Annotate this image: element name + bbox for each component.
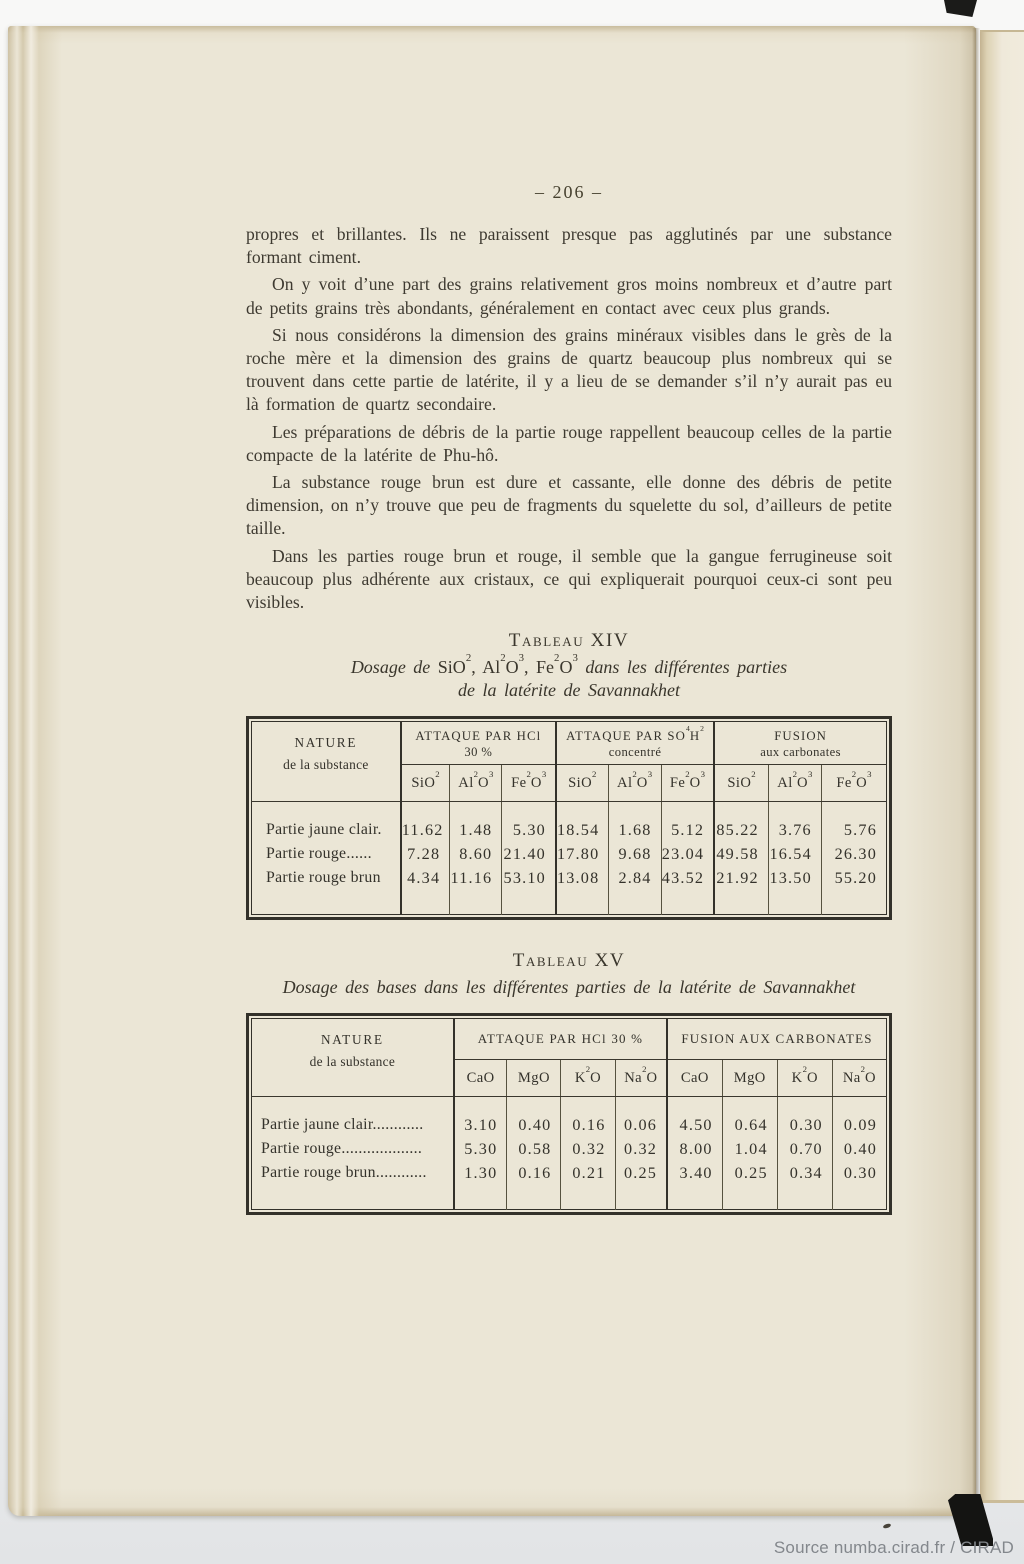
- table-row: Partie jaune clair............ 3.10 0.40 0.16 0.06 4.50 0.64 0.30 0.09: [252, 1097, 887, 1138]
- t15-col-k2o: $K^2O$: [777, 1060, 832, 1097]
- adjacent-page-edge: [980, 30, 1024, 1503]
- table-14-frame: [246, 716, 892, 920]
- t14-col-fe2o3: $Fe^2O^3$: [821, 765, 886, 802]
- t14-group-so4h2: ATTAQUE PAR $SO^4H^2$ concentré: [556, 722, 714, 765]
- t14-col-al2o3: $Al^2O^3$: [608, 765, 661, 802]
- body-paragraph: Dans les parties rouge brun et rouge, il semble que la gangue ferrugineuse soit beaucoup plus adhérente aux cristaux, ce qui expliquerait pourquoi ceux-ci sont peu visibles.: [246, 545, 892, 613]
- body-paragraph: Si nous considérons la dimension des grains minéraux visibles dans le grès de la roche mère et la dimension des grains de quartz beaucoup plus nombreux qui se trouvent dans cette partie de latérite, il y a lieu de se demander s’il n’y aurait pas eu là formation de quartz secondaire.: [246, 324, 892, 415]
- t15-group-fusion: FUSION AUX CARBONATES: [667, 1019, 886, 1060]
- subtitle-tail: dans les différentes parties: [577, 657, 788, 678]
- table-14: [251, 721, 887, 915]
- t14-nature-header: [252, 722, 401, 802]
- t14-col-sio2: SiO$^2$: [556, 765, 608, 802]
- t15-col-cao: CaO: [667, 1060, 722, 1097]
- t14-col-sio2: SiO$^2$: [401, 765, 450, 802]
- t15-col-na2o: Na$^2$O: [615, 1060, 667, 1097]
- table-row: Partie rouge brun............ 1.30 0.16 0.21 0.25 3.40 0.25 0.34 0.30: [252, 1161, 887, 1210]
- t14-col-al2o3: $Al^2O^3$: [450, 765, 502, 802]
- table-15-subtitle: Dosage des bases dans les différentes parties de la latérite de Savannakhet: [282, 977, 856, 998]
- t14-group-fusion: FUSION aux carbonates: [714, 722, 886, 765]
- table-15: [251, 1018, 887, 1210]
- t14-col-fe2o3: $Fe^2O^3$: [661, 765, 714, 802]
- nature-sublabel: de la substance: [309, 1054, 396, 1070]
- t15-group-hcl: ATTAQUE PAR HCl 30 %: [454, 1019, 667, 1060]
- t15-col-mgo: MgO: [507, 1060, 561, 1097]
- t14-group-hcl: ATTAQUE PAR HCl 30 %: [401, 722, 556, 765]
- source-caption: Source numba.cirad.fr / CIRAD: [773, 1538, 1014, 1557]
- book-gutter: [972, 28, 980, 1496]
- t15-col-na2o: Na$^2$O: [832, 1060, 886, 1097]
- book-page: [8, 26, 976, 1516]
- body-text: [246, 223, 892, 614]
- nature-label: NATURE: [320, 1032, 384, 1048]
- subtitle-lead: Dosage de: [350, 657, 438, 678]
- body-paragraph: propres et brillantes. Ils ne paraissent presque pas agglutinés par une substance formant ciment.: [246, 224, 892, 268]
- t15-col-k2o: $K^2O$: [561, 1060, 615, 1097]
- binding-mark-top: [944, 0, 977, 17]
- page-content: [246, 26, 892, 1215]
- table-row: Partie rouge...... 7.28 8.60 21.40 17.80 9.68 23.04 49.58 16.54 26.30: [252, 842, 887, 866]
- body-paragraph: On y voit d’une part des grains relativement gros moins nombreux et d’autre part de petits grains très abondants, généralement en contact avec ceux plus grands.: [246, 274, 892, 318]
- table-row: Partie rouge................... 5.30 0.58 0.32 0.32 8.00 1.04 0.70 0.40: [252, 1137, 887, 1161]
- nature-label: NATURE: [294, 735, 358, 751]
- t14-col-sio2: SiO$^2$: [714, 765, 768, 802]
- table-15-title: Tableau XV: [512, 950, 626, 972]
- page-number: – 206 –: [535, 182, 603, 202]
- subtitle-formulas: SiO$^2$, $Al^2O^3$, $Fe^2O^3$: [437, 651, 578, 678]
- body-paragraph: La substance rouge brun est dure et cassante, elle donne des débris de petite dimension, on n’y trouve que peu de fragments du squelette du sol, d’ailleurs de petite taille.: [246, 472, 892, 539]
- t14-col-al2o3: $Al^2O^3$: [768, 765, 821, 802]
- table-14-subtitle: [246, 651, 892, 702]
- t15-col-mgo: MgO: [722, 1060, 777, 1097]
- table-14-title: Tableau XIV: [508, 630, 630, 652]
- table-row: Partie rouge brun 4.34 11.16 53.10 13.08 2.84 43.52 21.92 13.50 55.20: [252, 866, 887, 915]
- table-15-frame: [246, 1013, 892, 1215]
- nature-sublabel: de la substance: [283, 757, 369, 773]
- table-row: Partie jaune clair. 11.62 1.48 5.30 18.54 1.68 5.12 85.22 3.76 5.76: [252, 802, 887, 843]
- t15-nature-header: [252, 1019, 454, 1097]
- body-paragraph: Les préparations de débris de la partie rouge rappellent beaucoup celles de la partie compacte de la latérite de Phu-hô.: [246, 421, 892, 465]
- t15-col-cao: CaO: [454, 1060, 507, 1097]
- paper-speck: [883, 1523, 892, 1529]
- t14-col-fe2o3: $Fe^2O^3$: [502, 765, 556, 802]
- subtitle-line2: de la latérite de Savannakhet: [458, 680, 680, 701]
